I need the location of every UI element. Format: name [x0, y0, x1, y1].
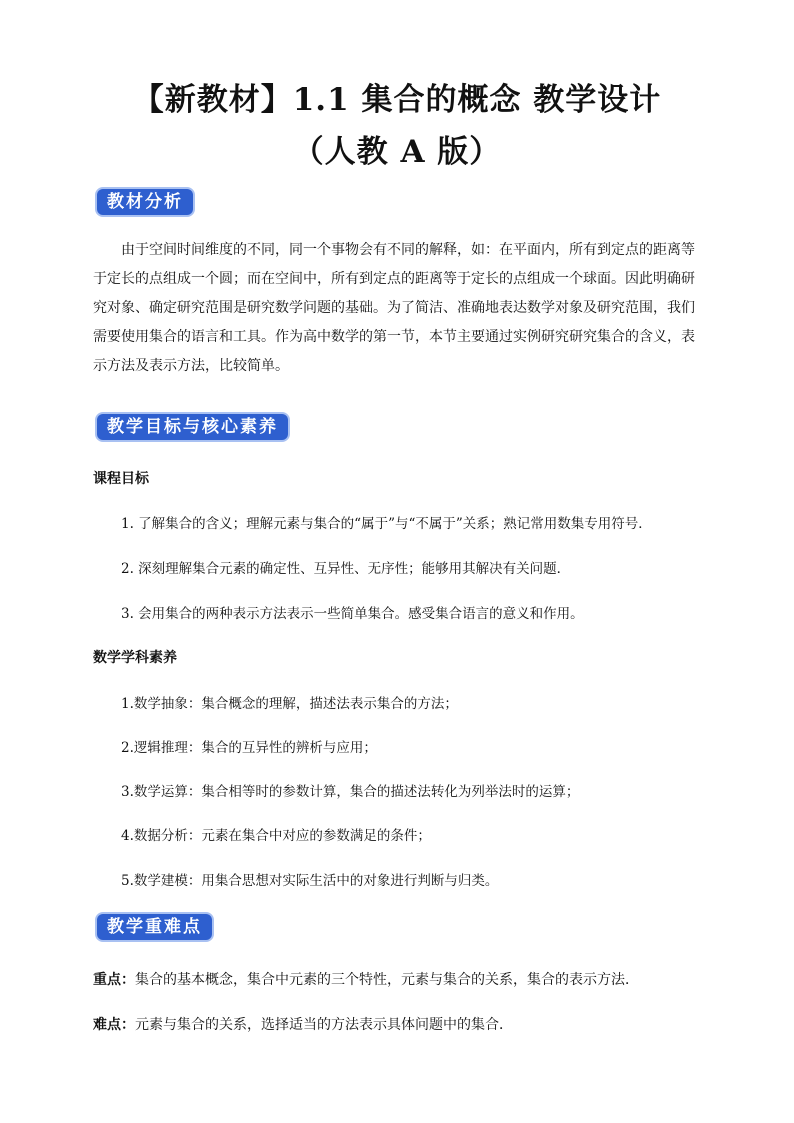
literacy-item: 1.数学抽象：集合概念的理解，描述法表示集合的方法；: [121, 696, 458, 712]
key-point-text: 集合的基本概念，集合中元素的三个特性，元素与集合的关系，集合的表示方法．: [135, 972, 639, 988]
key-point-label: 重点：: [93, 972, 135, 988]
course-goal-item: 2. 深刻理解集合元素的确定性、互异性、无序性；能够用其解决有关问题．: [121, 561, 571, 577]
section-badge-analysis: 教材分析: [97, 189, 193, 215]
key-point-row: [93, 969, 703, 989]
document-title: 【新教材】1.1 集合的概念 教学设计: [132, 82, 662, 118]
literacy-heading: 数学学科素养: [93, 650, 177, 666]
difficult-point-text: 元素与集合的关系，选择适当的方法表示具体问题中的集合．: [135, 1017, 513, 1033]
course-goal-item: 1. 了解集合的含义；理解元素与集合的“属于”与“不属于”关系；熟记常用数集专用符号．: [121, 516, 652, 532]
section-badge-goals: 教学目标与核心素养: [97, 414, 288, 440]
document-subtitle: （人教 A 版）: [292, 134, 502, 170]
literacy-item: 4.数据分析：元素在集合中对应的参数满足的条件；: [121, 828, 431, 844]
difficult-point-row: [93, 1014, 703, 1034]
literacy-item: 2.逻辑推理：集合的互异性的辨析与应用；: [121, 740, 377, 756]
literacy-item: 5.数学建模：用集合思想对实际生活中的对象进行判断与归类。: [121, 873, 499, 889]
difficult-point-label: 难点：: [93, 1017, 135, 1033]
literacy-item: 3.数学运算：集合相等时的参数计算，集合的描述法转化为列举法时的运算；: [121, 784, 580, 800]
analysis-paragraph: [93, 236, 695, 381]
analysis-text: 由于空间时间维度的不同，同一个事物会有不同的解释，如：在平面内，所有到定点的距离等于定长的点组成一个圆；而在空间中，所有到定点的距离等于定长的点组成一个球面。因此明确研究对象、确定研究范围是研究数学问题的基础。为了简洁、准确地表达数学对象及研究范围，我们需要使用集合的语言和工具。作为高中数学的第一节，本节主要通过实例研究研究集合的含义，表示方法及表示方法，比较简单。: [93, 242, 695, 374]
course-goal-item: 3. 会用集合的两种表示方法表示一些简单集合。感受集合语言的意义和作用。: [121, 606, 584, 622]
section-badge-key-points: 教学重难点: [97, 914, 212, 940]
course-goals-heading: 课程目标: [93, 471, 149, 487]
